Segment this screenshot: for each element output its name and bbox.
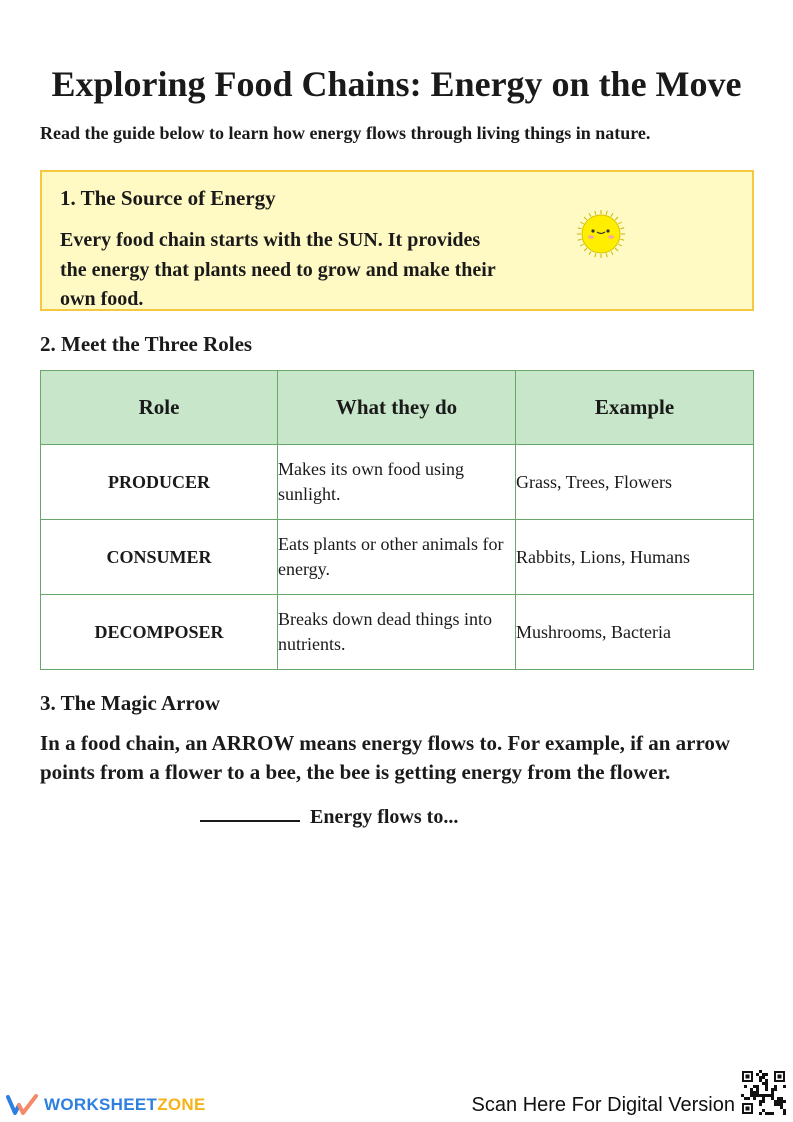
logo-text — [44, 1095, 206, 1115]
description-cell: Eats plants or other animals for energy. — [278, 520, 516, 595]
column-header-role: Role — [41, 371, 278, 445]
magic-arrow-body: In a food chain, an ARROW means energy flows to. For example, if an arrow points from a flower to a bee, the bee is getting energy from the flower. — [40, 731, 731, 784]
role-cell: CONSUMER — [41, 520, 278, 595]
table-row — [41, 520, 754, 595]
example-cell: Rabbits, Lions, Humans — [516, 520, 754, 595]
intro-text: Read the guide below to learn how energy flows through living things in nature. — [40, 123, 651, 143]
arrow-line-icon — [200, 820, 300, 822]
logo-text-zone: ZONE — [157, 1095, 206, 1114]
example-cell: Grass, Trees, Flowers — [516, 445, 754, 520]
roles-heading: 2. Meet the Three Roles — [40, 332, 253, 356]
page-title: Exploring Food Chains: Energy on the Move — [51, 64, 742, 104]
role-cell: PRODUCER — [41, 445, 278, 520]
example-cell: Mushrooms, Bacteria — [516, 595, 754, 670]
column-header-what-they-do: What they do — [278, 371, 516, 445]
table-header-row — [41, 371, 754, 445]
table-row — [41, 445, 754, 520]
roles-table — [40, 370, 754, 670]
source-of-energy-box — [40, 170, 754, 311]
source-body: Every food chain starts with the SUN. It provides the energy that plants need to grow and make their own food. — [60, 229, 496, 310]
logo-mark-icon — [6, 1093, 40, 1117]
role-cell: DECOMPOSER — [41, 595, 278, 670]
table-row — [41, 595, 754, 670]
description-cell: Breaks down dead things into nutrients. — [278, 595, 516, 670]
arrow-legend-label: Energy flows to... — [310, 806, 459, 828]
qr-code-icon[interactable] — [741, 1070, 786, 1115]
description-cell: Makes its own food using sunlight. — [278, 445, 516, 520]
worksheet-zone-logo[interactable] — [6, 1092, 206, 1118]
logo-text-worksheet: WORKSHEET — [44, 1095, 158, 1114]
sun-icon — [574, 210, 628, 264]
column-header-example: Example — [516, 371, 754, 445]
scan-instruction: Scan Here For Digital Version — [471, 1094, 735, 1116]
magic-arrow-heading: 3. The Magic Arrow — [40, 691, 221, 715]
source-heading: 1. The Source of Energy — [60, 186, 276, 210]
